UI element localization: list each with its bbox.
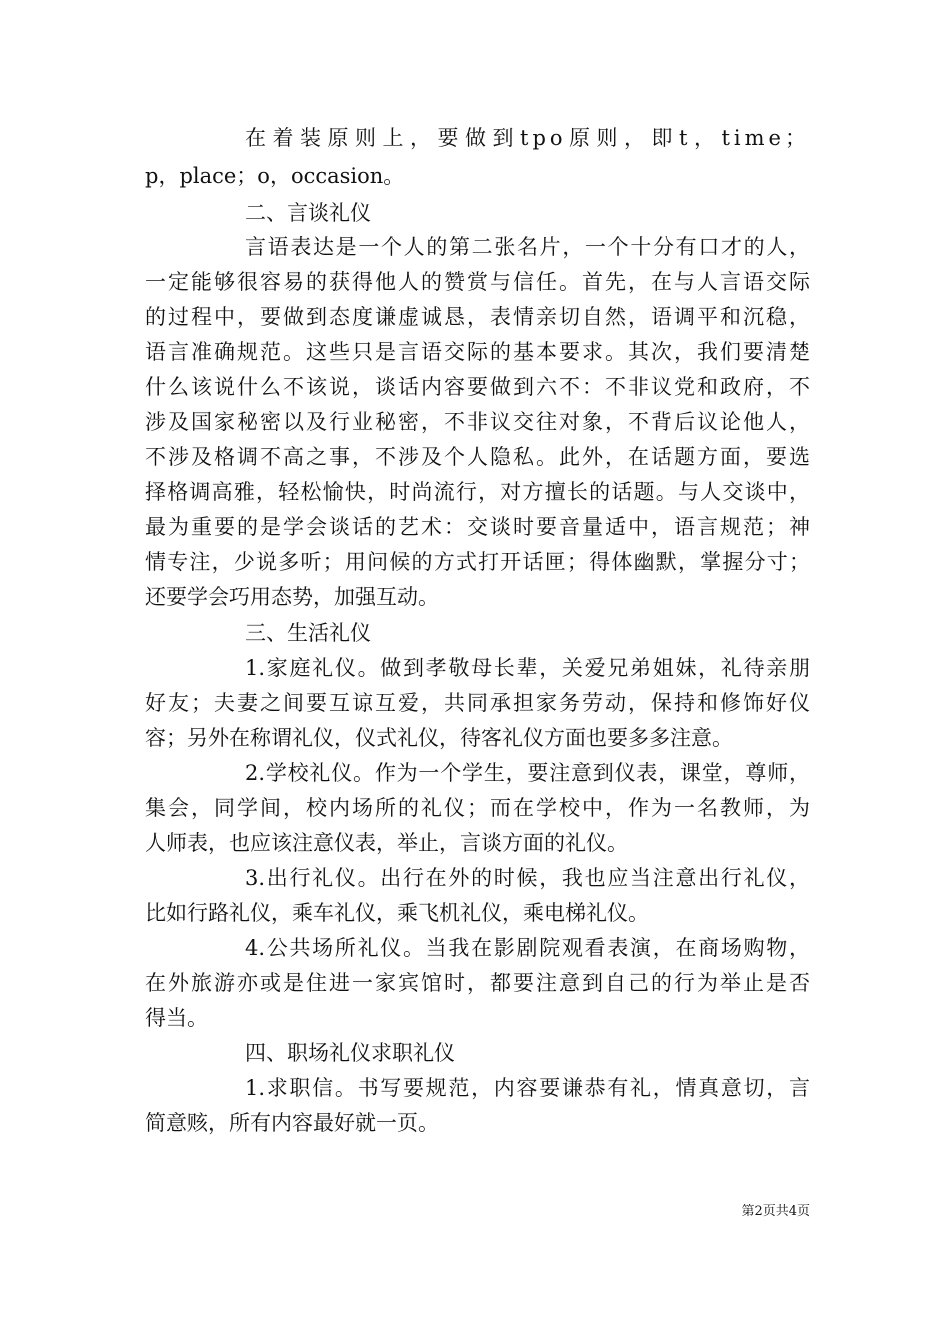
section-heading: 二、言谈礼仪 <box>245 201 371 225</box>
paragraph-line: 什么该说什么不该说，谈话内容要做到六不：不非议党和政府，不 <box>145 375 810 399</box>
section-heading: 四、职场礼仪求职礼仪 <box>245 1041 455 1065</box>
paragraph-line: 最为重要的是学会谈话的艺术：交谈时要音量适中，语言规范；神 <box>145 515 810 539</box>
paragraph-line: 得当。 <box>145 1006 208 1030</box>
paragraph-line: 在着装原则上，要做到tpo原则，即t，time； <box>245 126 810 150</box>
paragraph-line: 语言准确规范。这些只是言语交际的基本要求。其次，我们要清楚 <box>145 340 810 364</box>
paragraph-line: 容；另外在称谓礼仪，仪式礼仪，待客礼仪方面也要多多注意。 <box>145 726 733 750</box>
paragraph-line: 4.公共场所礼仪。当我在影剧院观看表演，在商场购物， <box>245 936 810 960</box>
page-number: 第2页共4页 <box>741 1204 810 1219</box>
paragraph-line: 比如行路礼仪，乘车礼仪，乘飞机礼仪，乘电梯礼仪。 <box>145 901 649 925</box>
paragraph-line: 情专注，少说多听；用问候的方式打开话匣；得体幽默，掌握分寸； <box>145 550 810 574</box>
paragraph-line: 2.学校礼仪。作为一个学生，要注意到仪表，课堂，尊师， <box>245 761 810 785</box>
paragraph-line: 言语表达是一个人的第二张名片，一个十分有口才的人， <box>245 235 810 259</box>
paragraph-line: 不涉及格调不高之事，不涉及个人隐私。此外，在话题方面，要选 <box>145 445 810 469</box>
paragraph-line: 简意赅，所有内容最好就一页。 <box>145 1111 439 1135</box>
paragraph-line: 涉及国家秘密以及行业秘密，不非议交往对象，不背后议论他人， <box>145 410 810 434</box>
section-heading: 三、生活礼仪 <box>245 621 371 645</box>
paragraph-line: 在外旅游亦或是住进一家宾馆时，都要注意到自己的行为举止是否 <box>145 971 810 995</box>
paragraph-line: 3.出行礼仪。出行在外的时候，我也应当注意出行礼仪， <box>245 866 810 890</box>
paragraph-line: p，place；o，occasion。 <box>145 164 405 188</box>
paragraph-line: 人师表，也应该注意仪表，举止，言谈方面的礼仪。 <box>145 831 628 855</box>
paragraph-line: 集会，同学间，校内场所的礼仪；而在学校中，作为一名教师，为 <box>145 796 810 820</box>
paragraph-line: 1.求职信。书写要规范，内容要谦恭有礼，情真意切，言 <box>245 1076 810 1100</box>
paragraph-line: 的过程中，要做到态度谦虚诚恳，表情亲切自然，语调平和沉稳， <box>145 305 810 329</box>
paragraph-line: 好友；夫妻之间要互谅互爱，共同承担家务劳动，保持和修饰好仪 <box>145 691 810 715</box>
paragraph-line: 还要学会巧用态势，加强互动。 <box>145 585 439 609</box>
paragraph-line: 1.家庭礼仪。做到孝敬母长辈，关爱兄弟姐妹，礼待亲朋 <box>245 656 810 680</box>
paragraph-line: 择格调高雅，轻松愉快，时尚流行，对方擅长的话题。与人交谈中， <box>145 480 810 504</box>
paragraph-line: 一定能够很容易的获得他人的赞赏与信任。首先，在与人言语交际 <box>145 270 810 294</box>
